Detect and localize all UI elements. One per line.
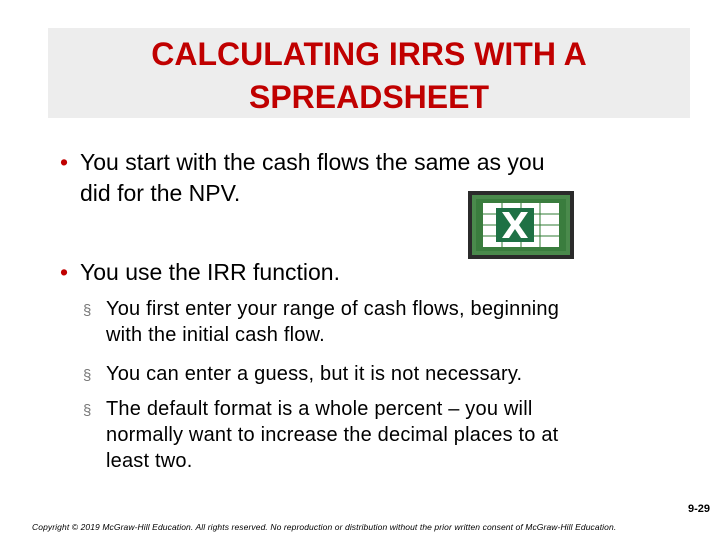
bullet-mark: •	[60, 259, 69, 285]
subbullet-3-line-1: The default format is a whole percent – you will	[106, 398, 533, 420]
subbullet-3-line-2: normally want to increase the decimal places to at	[106, 424, 559, 446]
bullet-1-line-1: You start with the cash flows the same as you	[80, 149, 545, 175]
copyright-notice: Copyright © 2019 McGraw-Hill Education. All rights reserved. No reproduction or distribution without the prior written consent of McGraw-Hill Education.	[32, 522, 617, 532]
bullet-2-line-1: You use the IRR function.	[80, 259, 340, 285]
subbullet-3-line-3: least two.	[106, 450, 193, 472]
subbullet-1	[83, 296, 683, 348]
subbullet-1-line-1: You first enter your range of cash flows, beginning	[106, 298, 560, 320]
sub-mark: §	[83, 367, 92, 384]
subbullet-3	[83, 396, 683, 474]
slide-number: 9-29	[687, 503, 710, 515]
slide-title-line-2: SPREADSHEET	[248, 79, 490, 115]
excel-icon	[468, 191, 574, 259]
bullet-2	[60, 257, 460, 288]
subbullet-2-line-1: You can enter a guess, but it is not necessary.	[106, 363, 523, 385]
subbullet-1-line-2: with the initial cash flow.	[106, 324, 325, 346]
sub-mark: §	[83, 402, 92, 419]
bullet-1-line-2: did for the NPV.	[80, 180, 241, 206]
sub-mark: §	[83, 302, 92, 319]
bullet-mark: •	[60, 149, 69, 175]
subbullet-2	[83, 361, 683, 387]
slide-title-line-1: CALCULATING IRRS WITH A	[151, 36, 587, 72]
slide-title	[48, 33, 690, 119]
